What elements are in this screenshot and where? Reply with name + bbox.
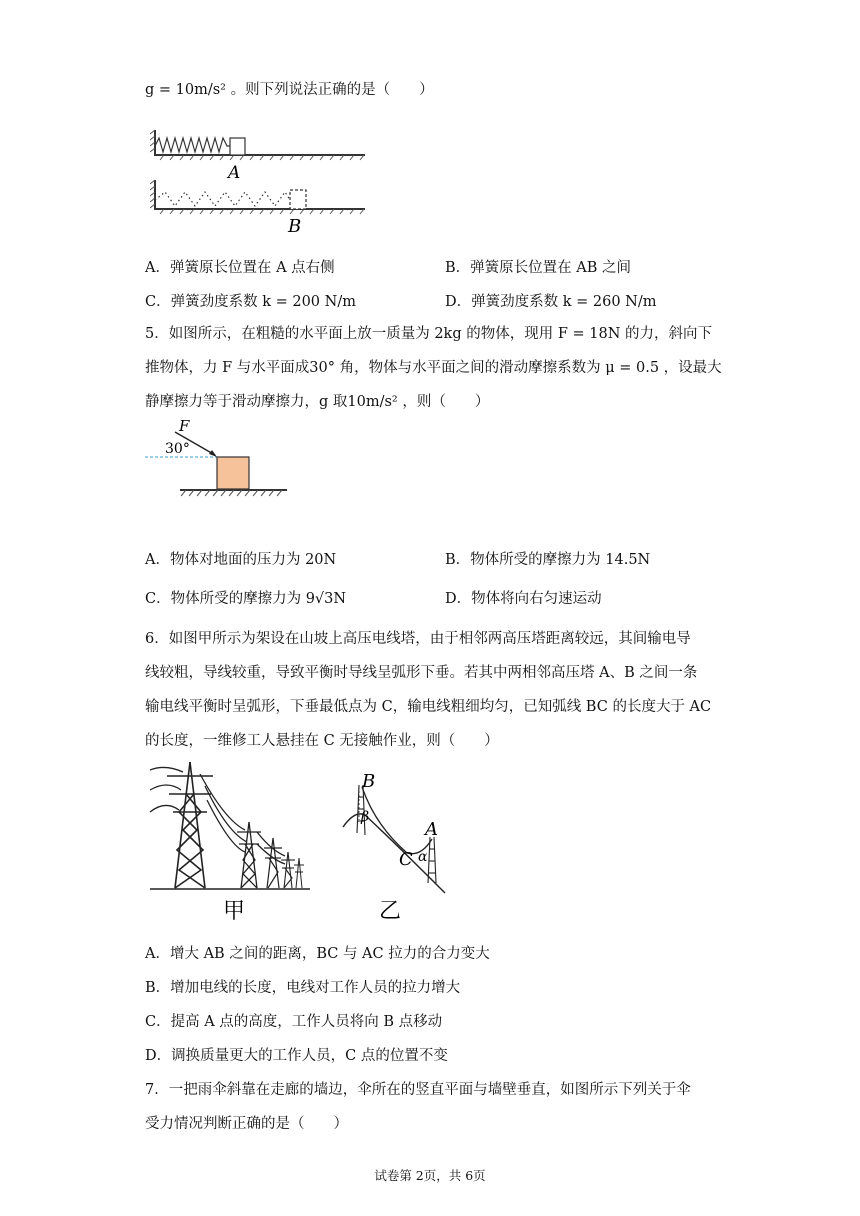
- q7-stem-line-2: 受力情况判断正确的是（ ）: [145, 1116, 348, 1132]
- q6-option-a: A．增大 AB 之间的距离，BC 与 AC 拉力的合力变大: [145, 946, 490, 962]
- q6-stem-line-3: 输电线平衡时呈弧形，下垂最低点为 C，输电线粗细均匀，已知弧线 BC 的长度大于 AC: [145, 699, 712, 715]
- q5-stem-line-3: 静摩擦力等于滑动摩擦力，g 取10m/s² ，则（ ）: [145, 394, 490, 410]
- q4-spring-figure: [150, 122, 375, 237]
- q6-stem-line-4: 的长度，一维修工人悬挂在 C 无接触作业，则（ ）: [145, 733, 499, 749]
- q6-option-b: B．增加电线的长度，电线对工作人员的拉力增大: [145, 980, 461, 996]
- q4-intro-tail: g = 10m/s² 。则下列说法正确的是（ ）: [145, 82, 434, 98]
- q5-block-figure: [145, 418, 295, 498]
- q4-option-c: C．弹簧劲度系数 k = 200 N/m: [145, 294, 356, 310]
- q4-label-a: A: [228, 163, 241, 183]
- q6-label-c: C: [399, 849, 413, 870]
- q6-figure-jia: [145, 760, 320, 920]
- q6-label-a: A: [425, 819, 438, 840]
- q5-force-label: F: [179, 418, 190, 435]
- q5-option-d: D．物体将向右匀速运动: [445, 591, 602, 607]
- q6-stem-line-1: 6．如图甲所示为架设在山坡上高压电线塔，由于相邻两高压塔距离较远，其间输电导: [145, 631, 691, 647]
- q5-option-b: B．物体所受的摩擦力为 14.5N: [445, 552, 651, 568]
- q6-label-alpha: α: [418, 849, 428, 865]
- q6-figure-yi: [335, 765, 460, 925]
- q6-stem-line-2: 线较粗，导线较重，导致平衡时导线呈弧形下垂。若其中两相邻高压塔 A、B 之间一条: [145, 665, 698, 681]
- q5-option-a: A．物体对地面的压力为 20N: [145, 552, 337, 568]
- q4-option-d: D．弹簧劲度系数 k = 260 N/m: [445, 294, 657, 310]
- q4-option-a: A．弹簧原长位置在 A 点右侧: [145, 260, 335, 276]
- q6-label-b: B: [362, 771, 376, 792]
- page-footer: 试卷第 2页，共 6页: [374, 1168, 486, 1183]
- q6-option-c: C．提高 A 点的高度，工作人员将向 B 点移动: [145, 1014, 443, 1030]
- q4-option-b: B．弹簧原长位置在 AB 之间: [445, 260, 631, 276]
- q4-label-b: B: [288, 216, 302, 237]
- q6-label-beta: β: [361, 809, 370, 825]
- q7-stem-line-1: 7．一把雨伞斜靠在走廊的墙边，伞所在的竖直平面与墙壁垂直，如图所示下列关于伞: [145, 1082, 691, 1098]
- q6-option-d: D．调换质量更大的工作人员，C 点的位置不变: [145, 1048, 448, 1064]
- q5-stem-line-1: 5．如图所示，在粗糙的水平面上放一质量为 2kg 的物体，现用 F = 18N 的力，斜向下: [145, 326, 713, 342]
- q5-stem-line-2: 推物体，力 F 与水平面成30° 角，物体与水平面之间的滑动摩擦系数为 μ = 0.5 ，设最大: [145, 360, 722, 376]
- q6-label-jia: 甲: [223, 899, 246, 920]
- q5-option-c: C．物体所受的摩擦力为 9√3N: [145, 591, 347, 607]
- q5-angle-label: 30°: [165, 441, 190, 457]
- q6-label-yi: 乙: [379, 899, 402, 924]
